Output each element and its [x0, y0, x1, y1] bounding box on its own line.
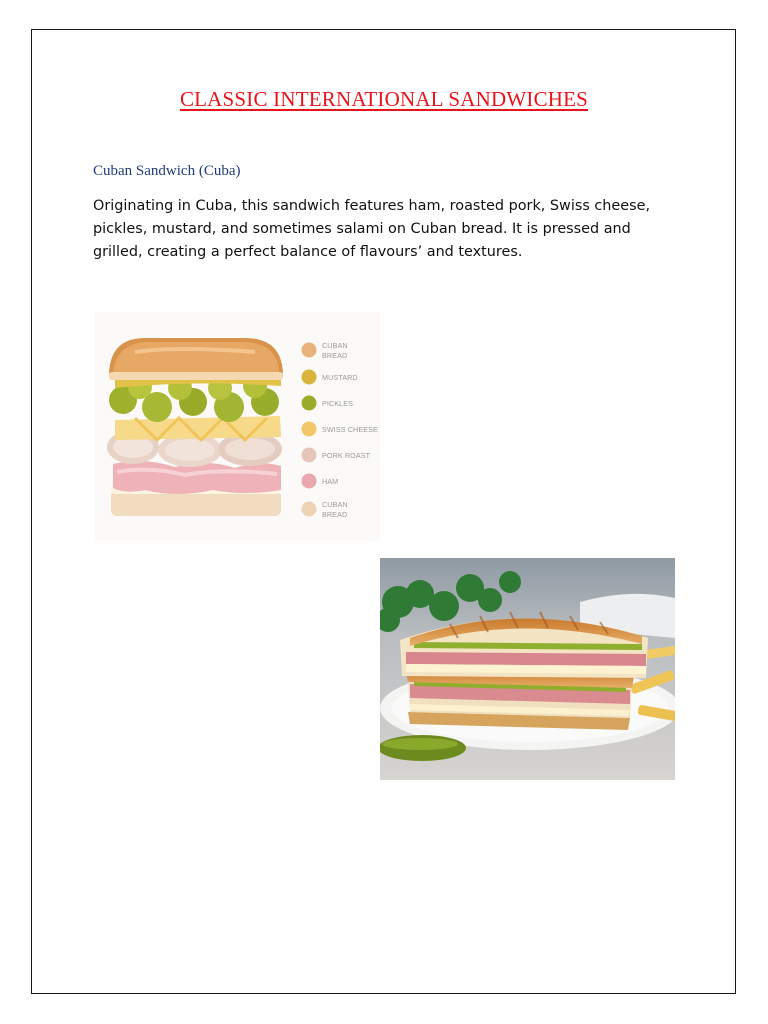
bread-icon: [302, 502, 317, 517]
pickle-icon: [302, 396, 317, 411]
legend-label: PORK ROAST: [322, 451, 371, 460]
legend-label: PICKLES: [322, 399, 354, 408]
bread-icon: [302, 343, 317, 358]
page-title: CLASSIC INTERNATIONAL SANDWICHES: [179, 87, 589, 111]
cuban-sandwich-photo: [380, 558, 675, 780]
cheese-icon: [302, 422, 317, 437]
legend-label: SWISS CHEESE: [322, 425, 378, 434]
legend-label: CUBAN BREAD: [322, 341, 348, 360]
legend-label: CUBAN BREAD: [322, 500, 348, 519]
sandwich-layers-illustration: [107, 338, 283, 516]
ham-icon: [302, 474, 317, 489]
legend-label: MUSTARD: [322, 373, 358, 382]
mustard-icon: [302, 370, 317, 385]
legend-label: HAM: [322, 477, 339, 486]
section-heading: Cuban Sandwich (Cuba): [93, 163, 241, 179]
section-paragraph: Originating in Cuba, this sandwich features ham, roasted pork, Swiss cheese, pickles, mustard, and sometimes salami on Cuban bread. It is pressed and grilled, creating a perfect balance of flavours’ and textures.: [93, 198, 651, 260]
sandwich-layers-figure: [95, 312, 380, 542]
pork-icon: [302, 448, 317, 463]
